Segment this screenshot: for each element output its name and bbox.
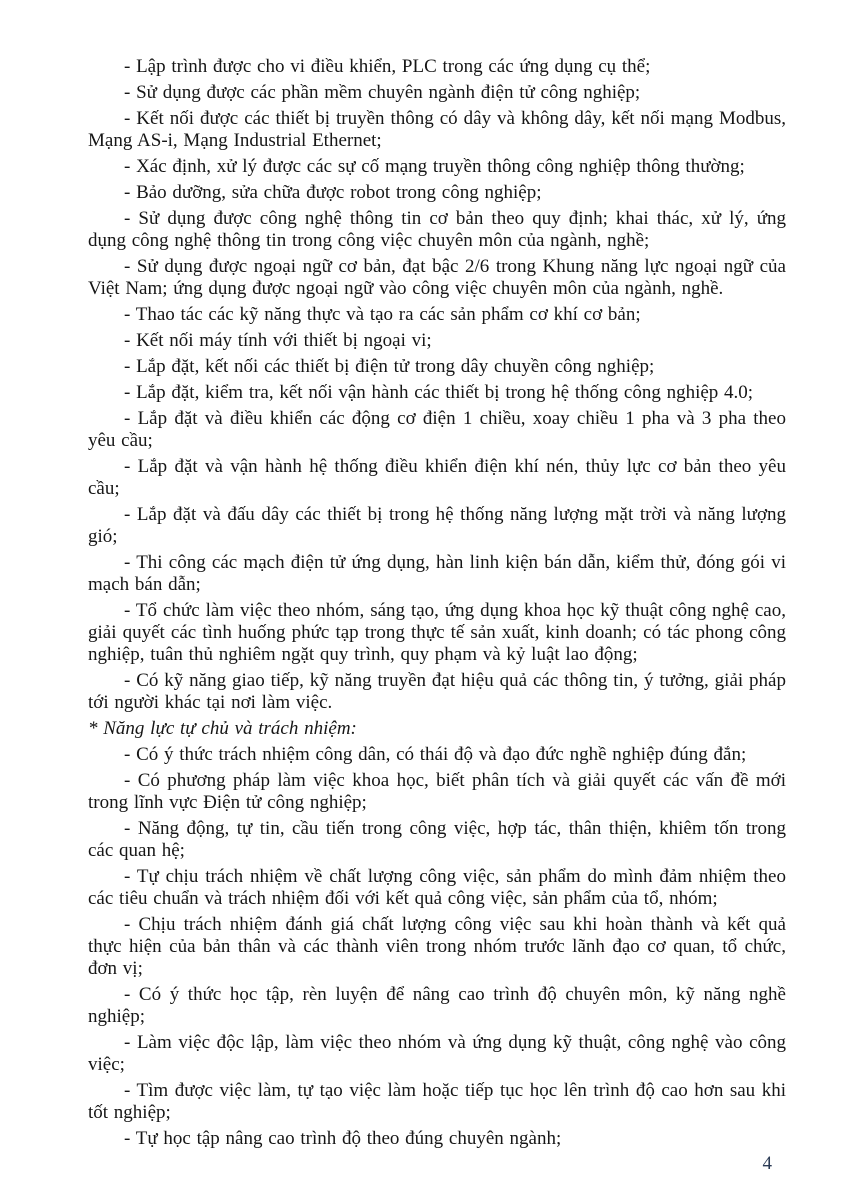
paragraph: - Kết nối được các thiết bị truyền thông có dây và không dây, kết nối mạng Modbus, Mạng AS-i, Mạng Industrial Ethernet; [88,108,786,151]
paragraph: - Lắp đặt và đấu dây các thiết bị trong hệ thống năng lượng mặt trời và năng lượng gió; [88,504,786,547]
paragraph: - Năng động, tự tin, cầu tiến trong công việc, hợp tác, thân thiện, khiêm tốn trong các quan hệ; [88,818,786,861]
paragraph: - Thao tác các kỹ năng thực và tạo ra các sản phẩm cơ khí cơ bản; [124,304,641,325]
page-number: 4 [762,1153,772,1174]
paragraph: - Sử dụng được ngoại ngữ cơ bản, đạt bậc 2/6 trong Khung năng lực ngoại ngữ của Việt Nam; ứng dụng được ngoại ngữ vào công việc chuyên môn của ngành, nghề. [88,256,786,299]
paragraph: - Lắp đặt, kết nối các thiết bị điện tử trong dây chuyền công nghiệp; [124,356,655,377]
paragraph: - Thi công các mạch điện tử ứng dụng, hàn linh kiện bán dẫn, kiểm thử, đóng gói vi mạch bán dẫn; [88,552,786,595]
paragraph: - Làm việc độc lập, làm việc theo nhóm và ứng dụng kỹ thuật, công nghệ vào công việc; [88,1032,786,1075]
section-heading: * Năng lực tự chủ và trách nhiệm: [88,718,357,739]
paragraph: - Có ý thức học tập, rèn luyện để nâng cao trình độ chuyên môn, kỹ năng nghề nghiệp; [88,984,786,1027]
paragraph: - Chịu trách nhiệm đánh giá chất lượng công việc sau khi hoàn thành và kết quả thực hiện của bản thân và các thành viên trong nhóm trước lãnh đạo cơ quan, tổ chức, đơn vị; [88,914,786,979]
paragraph: - Lập trình được cho vi điều khiển, PLC trong các ứng dụng cụ thể; [124,56,651,77]
paragraph: - Bảo dưỡng, sửa chữa được robot trong công nghiệp; [124,182,542,203]
paragraph: - Lắp đặt và điều khiển các động cơ điện 1 chiều, xoay chiều 1 pha và 3 pha theo yêu cầu; [88,408,786,451]
paragraph: - Sử dụng được công nghệ thông tin cơ bản theo quy định; khai thác, xử lý, ứng dụng công nghệ thông tin trong công việc chuyên môn của ngành, nghề; [88,208,786,251]
paragraph: - Xác định, xử lý được các sự cố mạng truyền thông công nghiệp thông thường; [124,156,745,177]
paragraph: - Có phương pháp làm việc khoa học, biết phân tích và giải quyết các vấn đề mới trong lĩnh vực Điện tử công nghiệp; [88,770,786,813]
paragraph: - Kết nối máy tính với thiết bị ngoại vi; [124,330,432,351]
paragraph: - Sử dụng được các phần mềm chuyên ngành điện tử công nghiệp; [124,82,641,103]
paragraph: - Lắp đặt, kiểm tra, kết nối vận hành các thiết bị trong hệ thống công nghiệp 4.0; [124,382,754,403]
paragraph: - Tự học tập nâng cao trình độ theo đúng chuyên ngành; [124,1128,562,1149]
paragraph: - Tự chịu trách nhiệm về chất lượng công việc, sản phẩm do mình đảm nhiệm theo các tiêu chuẩn và trách nhiệm đối với kết quả công việc, sản phẩm của tổ, nhóm; [88,866,786,909]
paragraph: - Lắp đặt và vận hành hệ thống điều khiển điện khí nén, thủy lực cơ bản theo yêu cầu; [88,456,786,499]
paragraph: - Tổ chức làm việc theo nhóm, sáng tạo, ứng dụng khoa học kỹ thuật công nghệ cao, giải quyết các tình huống phức tạp trong thực tế sản xuất, kinh doanh; có tác phong công nghiệp, tuân thủ nghiêm ngặt quy trình, quy phạm và kỷ luật lao động; [88,600,786,665]
paragraph: - Có kỹ năng giao tiếp, kỹ năng truyền đạt hiệu quả các thông tin, ý tưởng, giải pháp tới người khác tại nơi làm việc. [88,670,786,713]
paragraph: - Có ý thức trách nhiệm công dân, có thái độ và đạo đức nghề nghiệp đúng đắn; [124,744,747,765]
paragraph: - Tìm được việc làm, tự tạo việc làm hoặc tiếp tục học lên trình độ cao hơn sau khi tốt nghiệp; [88,1080,786,1123]
document-body [88,56,786,1150]
